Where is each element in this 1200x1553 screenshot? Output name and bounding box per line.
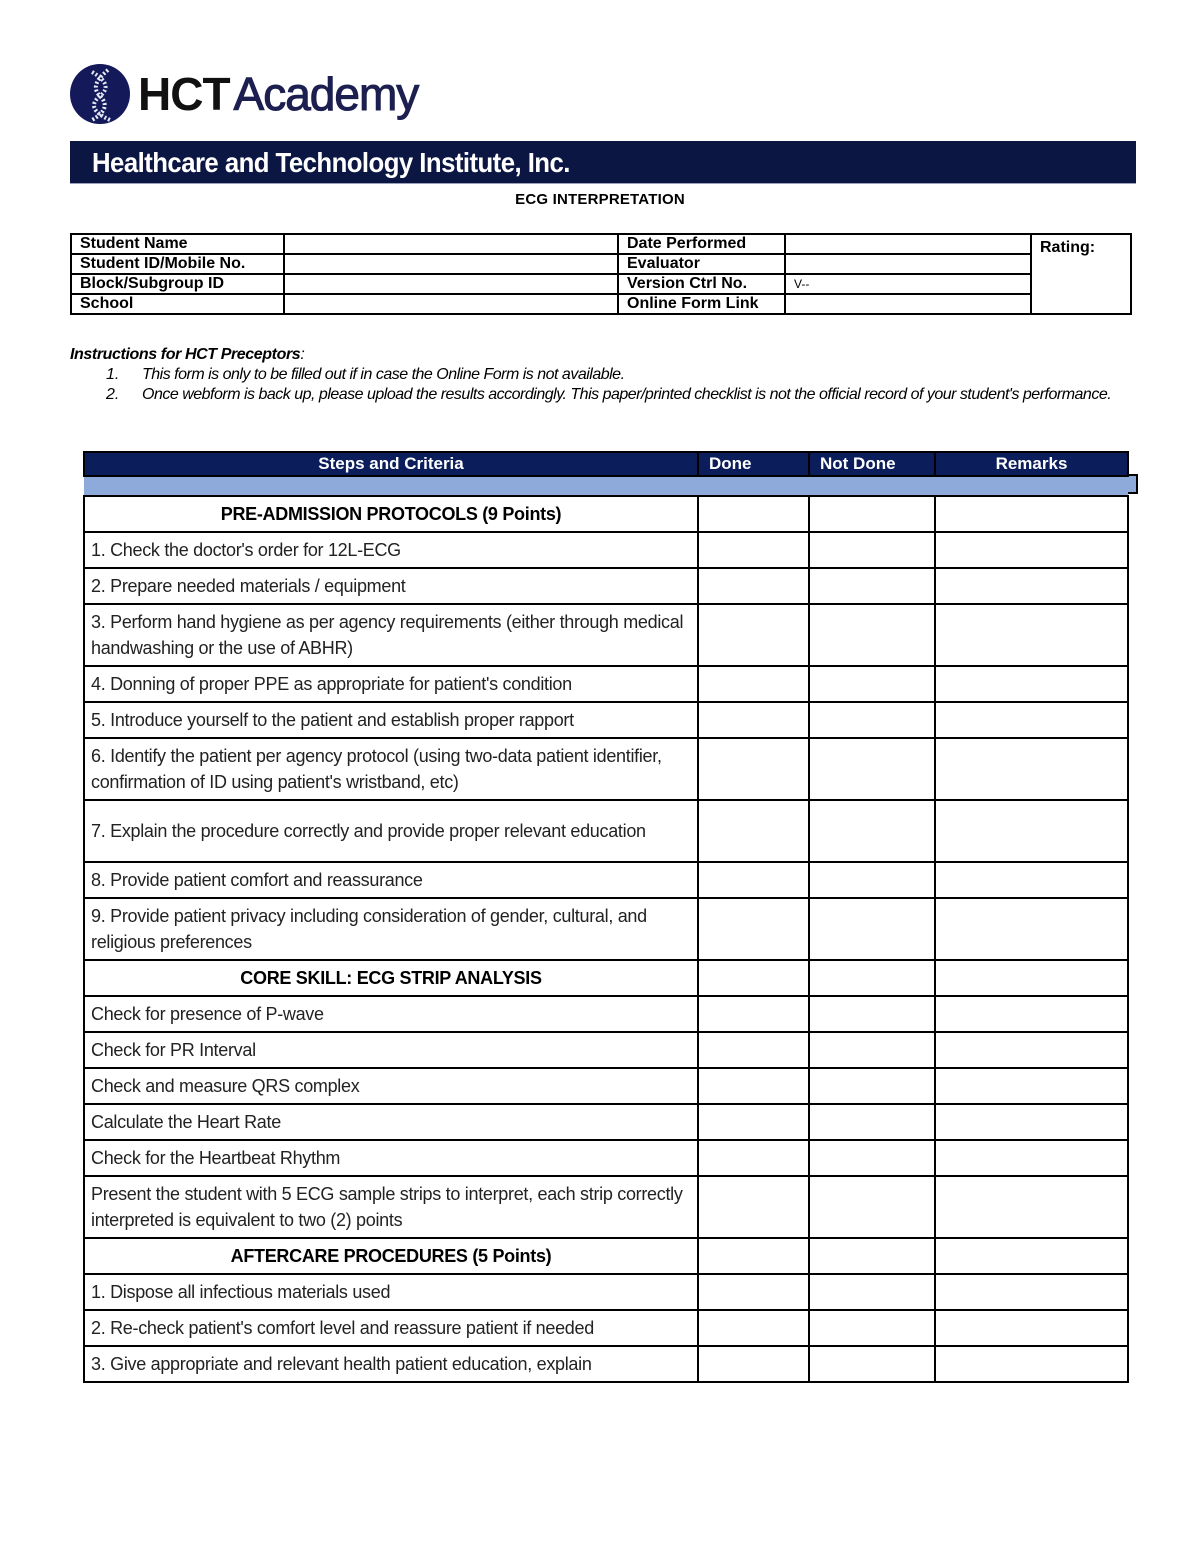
school-field[interactable] <box>284 294 618 314</box>
not-done-cell[interactable] <box>809 862 935 898</box>
section-title: CORE SKILL: ECG STRIP ANALYSIS <box>84 960 698 996</box>
remarks-cell[interactable] <box>935 496 1128 532</box>
col-header-criteria: Steps and Criteria <box>84 452 698 476</box>
institute-banner <box>70 141 1136 184</box>
done-cell[interactable] <box>698 604 809 666</box>
not-done-cell[interactable] <box>809 604 935 666</box>
student-info-table <box>70 233 1132 315</box>
not-done-cell[interactable] <box>809 496 935 532</box>
instruction-text: This form is only to be filled out if in case the Online Form is not available. <box>142 366 625 383</box>
student-name-label: Student Name <box>71 234 284 254</box>
criteria-text: 9. Provide patient privacy including consideration of gender, cultural, and religious preferences <box>84 898 698 960</box>
ribbon-logo-icon <box>70 64 130 124</box>
criteria-text: 1. Check the doctor's order for 12L-ECG <box>84 532 698 568</box>
checklist-item-row <box>84 1274 1128 1310</box>
remarks-cell[interactable] <box>935 1310 1128 1346</box>
criteria-text: 3. Perform hand hygiene as per agency requirements (either through medical handwashing or the use of ABHR) <box>84 604 698 666</box>
school-label: School <box>71 294 284 314</box>
done-cell[interactable] <box>698 568 809 604</box>
institute-name: Healthcare and Technology Institute, Inc. <box>92 147 570 178</box>
not-done-cell[interactable] <box>809 568 935 604</box>
criteria-text: 2. Prepare needed materials / equipment <box>84 568 698 604</box>
not-done-cell[interactable] <box>809 1104 935 1140</box>
checklist-item-row <box>84 1176 1128 1238</box>
done-cell[interactable] <box>698 1104 809 1140</box>
criteria-text: Check for PR Interval <box>84 1032 698 1068</box>
student-id-field[interactable] <box>284 254 618 274</box>
remarks-cell[interactable] <box>935 604 1128 666</box>
evaluator-field[interactable] <box>785 254 1031 274</box>
checklist-item-row <box>84 1068 1128 1104</box>
done-cell[interactable] <box>698 666 809 702</box>
not-done-cell[interactable] <box>809 532 935 568</box>
done-cell[interactable] <box>698 1310 809 1346</box>
checklist-item-row <box>84 1104 1128 1140</box>
not-done-cell[interactable] <box>809 1346 935 1382</box>
info-row <box>71 254 1131 274</box>
checklist-item-row <box>84 702 1128 738</box>
remarks-cell[interactable] <box>935 532 1128 568</box>
not-done-cell[interactable] <box>809 1274 935 1310</box>
checklist-item-row <box>84 1346 1128 1382</box>
date-performed-label: Date Performed <box>618 234 785 254</box>
done-cell[interactable] <box>698 1176 809 1238</box>
student-name-field[interactable] <box>284 234 618 254</box>
section-header-row <box>84 960 1128 996</box>
remarks-cell[interactable] <box>935 702 1128 738</box>
not-done-cell[interactable] <box>809 800 935 862</box>
criteria-text: 5. Introduce yourself to the patient and establish proper rapport <box>84 702 698 738</box>
remarks-cell[interactable] <box>935 666 1128 702</box>
remarks-cell[interactable] <box>935 1104 1128 1140</box>
criteria-text: Check for the Heartbeat Rhythm <box>84 1140 698 1176</box>
remarks-cell[interactable] <box>935 1274 1128 1310</box>
instructions-list <box>70 365 1130 405</box>
online-form-link-field[interactable] <box>785 294 1031 314</box>
checklist-item-row <box>84 800 1128 862</box>
not-done-cell[interactable] <box>809 996 935 1032</box>
not-done-cell[interactable] <box>809 1238 935 1274</box>
done-cell[interactable] <box>698 960 809 996</box>
done-cell[interactable] <box>698 532 809 568</box>
not-done-cell[interactable] <box>809 898 935 960</box>
section-header-row <box>84 1238 1128 1274</box>
not-done-cell[interactable] <box>809 1176 935 1238</box>
section-title: AFTERCARE PROCEDURES (5 Points) <box>84 1238 698 1274</box>
logo-brand-bold: HCT <box>138 68 230 120</box>
done-cell[interactable] <box>698 996 809 1032</box>
logo-wordmark <box>138 68 419 120</box>
remarks-cell[interactable] <box>935 1238 1128 1274</box>
checklist-item-row <box>84 862 1128 898</box>
instruction-item <box>70 365 1130 385</box>
logo-brand-light: Academy <box>233 68 419 120</box>
not-done-cell[interactable] <box>809 738 935 800</box>
done-cell[interactable] <box>698 1346 809 1382</box>
not-done-cell[interactable] <box>809 1310 935 1346</box>
done-cell[interactable] <box>698 738 809 800</box>
remarks-cell[interactable] <box>935 1176 1128 1238</box>
rating-field[interactable] <box>1031 234 1131 314</box>
document-title: ECG INTERPRETATION <box>515 191 685 208</box>
criteria-text: Check for presence of P-wave <box>84 996 698 1032</box>
hct-academy-logo <box>70 62 418 126</box>
done-cell[interactable] <box>698 1140 809 1176</box>
instruction-item <box>70 385 1130 405</box>
criteria-text: 4. Donning of proper PPE as appropriate for patient's condition <box>84 666 698 702</box>
criteria-text: 8. Provide patient comfort and reassurance <box>84 862 698 898</box>
spacer-row <box>84 476 1128 496</box>
checklist-body <box>84 496 1128 1382</box>
criteria-text: 7. Explain the procedure correctly and provide proper relevant education <box>84 800 698 862</box>
not-done-cell[interactable] <box>809 666 935 702</box>
instructions-heading <box>70 345 1130 365</box>
criteria-text: 3. Give appropriate and relevant health patient education, explain <box>84 1346 698 1382</box>
remarks-cell[interactable] <box>935 898 1128 960</box>
done-cell[interactable] <box>698 702 809 738</box>
col-header-done: Done <box>698 452 809 476</box>
criteria-text: Calculate the Heart Rate <box>84 1104 698 1140</box>
col-header-remarks: Remarks <box>935 452 1128 476</box>
info-row <box>71 294 1131 314</box>
done-cell[interactable] <box>698 496 809 532</box>
remarks-cell[interactable] <box>935 800 1128 862</box>
instruction-text: Once webform is back up, please upload the results accordingly. This paper/printed checklist is not the official record of your student's performance. <box>142 386 1112 403</box>
checklist-item-row <box>84 898 1128 960</box>
done-cell[interactable] <box>698 862 809 898</box>
remarks-cell[interactable] <box>935 996 1128 1032</box>
remarks-cell[interactable] <box>935 960 1128 996</box>
evaluator-label: Evaluator <box>618 254 785 274</box>
remarks-cell[interactable] <box>935 1346 1128 1382</box>
remarks-cell[interactable] <box>935 862 1128 898</box>
remarks-cell[interactable] <box>935 1140 1128 1176</box>
block-subgroup-field[interactable] <box>284 274 618 294</box>
checklist-item-row <box>84 1310 1128 1346</box>
date-performed-field[interactable] <box>785 234 1031 254</box>
checklist-item-row <box>84 1032 1128 1068</box>
remarks-cell[interactable] <box>935 568 1128 604</box>
done-cell[interactable] <box>698 1032 809 1068</box>
done-cell[interactable] <box>698 1274 809 1310</box>
checklist-item-row <box>84 738 1128 800</box>
done-cell[interactable] <box>698 1068 809 1104</box>
instruction-number: 1. <box>106 366 120 383</box>
online-form-link-label: Online Form Link <box>618 294 785 314</box>
done-cell[interactable] <box>698 1238 809 1274</box>
remarks-cell[interactable] <box>935 738 1128 800</box>
checklist-item-row <box>84 1140 1128 1176</box>
instructions <box>70 345 1130 405</box>
not-done-cell[interactable] <box>809 1032 935 1068</box>
version-ctrl-field[interactable]: V-- <box>785 274 1031 294</box>
remarks-cell[interactable] <box>935 1032 1128 1068</box>
checklist-item-row <box>84 604 1128 666</box>
done-cell[interactable] <box>698 898 809 960</box>
not-done-cell[interactable] <box>809 702 935 738</box>
checklist-table <box>83 451 1129 1383</box>
criteria-text: 2. Re-check patient's comfort level and reassure patient if needed <box>84 1310 698 1346</box>
info-row <box>71 234 1131 254</box>
criteria-text: Present the student with 5 ECG sample strips to interpret, each strip correctly interpreted is equivalent to two (2) points <box>84 1176 698 1238</box>
criteria-text: 1. Dispose all infectious materials used <box>84 1274 698 1310</box>
col-header-not-done: Not Done <box>809 452 935 476</box>
checklist-item-row <box>84 532 1128 568</box>
instruction-number: 2. <box>106 386 120 403</box>
section-title: PRE-ADMISSION PROTOCOLS (9 Points) <box>84 496 698 532</box>
remarks-cell[interactable] <box>935 1068 1128 1104</box>
not-done-cell[interactable] <box>809 1068 935 1104</box>
checklist-item-row <box>84 568 1128 604</box>
criteria-text: 6. Identify the patient per agency protocol (using two-data patient identifier, confirmation of ID using patient's wristband, etc) <box>84 738 698 800</box>
not-done-cell[interactable] <box>809 1140 935 1176</box>
not-done-cell[interactable] <box>809 960 935 996</box>
student-id-label: Student ID/Mobile No. <box>71 254 284 274</box>
criteria-text: Check and measure QRS complex <box>84 1068 698 1104</box>
checklist-item-row <box>84 996 1128 1032</box>
done-cell[interactable] <box>698 800 809 862</box>
block-subgroup-label: Block/Subgroup ID <box>71 274 284 294</box>
checklist-item-row <box>84 666 1128 702</box>
section-header-row <box>84 496 1128 532</box>
version-ctrl-label: Version Ctrl No. <box>618 274 785 294</box>
instructions-colon: : <box>300 346 305 363</box>
info-row <box>71 274 1131 294</box>
rating-label: Rating: <box>1040 239 1096 256</box>
checklist-header-row <box>84 452 1128 476</box>
spacer-cell <box>84 476 1128 496</box>
instructions-title: Instructions for HCT Preceptors <box>70 346 301 363</box>
